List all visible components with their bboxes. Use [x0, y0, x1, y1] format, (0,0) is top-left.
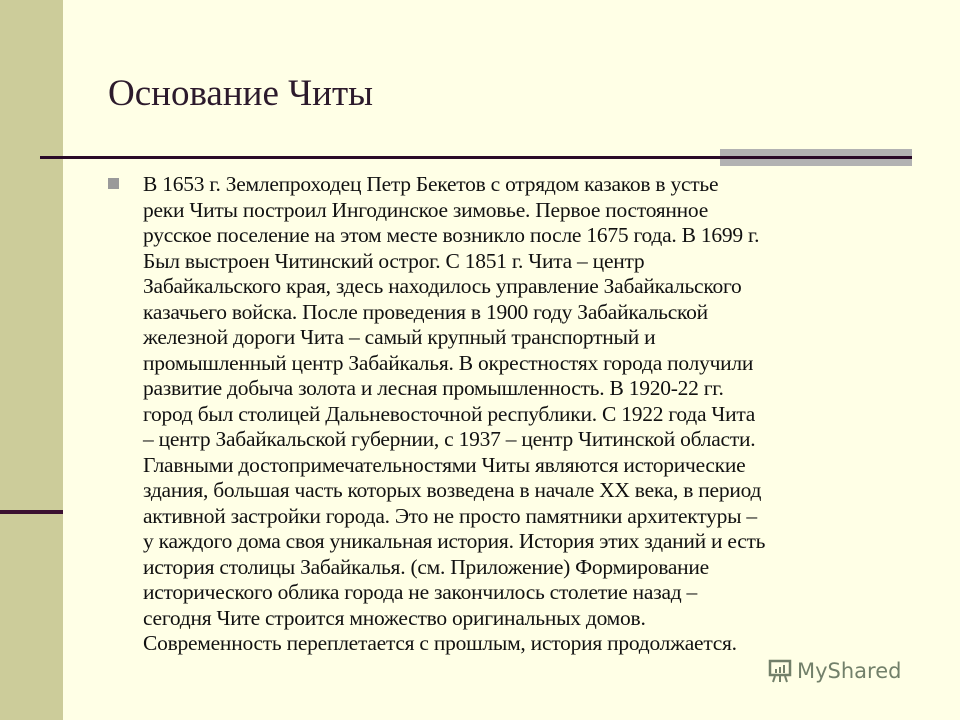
body-line: город был столицей Дальневосточной республики. С 1922 года Чита — [143, 401, 756, 426]
body-line: развитие добыча золота и лесная промышленность. В 1920-22 гг. — [143, 376, 724, 400]
presentation-icon — [767, 658, 793, 684]
body-line: железной дороги Чита – самый крупный транспортный и — [143, 325, 656, 349]
body-line: казачьего войска. После проведения в 1900 году Забайкальской — [143, 299, 708, 324]
body-line: исторического облика города не закончилось столетие назад – — [143, 580, 698, 604]
body-line: история столицы Забайкалья. (см. Приложение) Формирование — [143, 554, 709, 579]
body-line: сегодня Чите строится множество оригинальных домов. — [143, 605, 646, 630]
body-line: у каждого дома своя уникальная история. История этих зданий и есть — [143, 529, 766, 553]
watermark-text: MyShared — [797, 659, 902, 683]
body-line: промышленный центр Забайкалья. В окрестностях города получили — [143, 350, 754, 375]
body-line: – центр Забайкальской губернии, с 1937 – центр Читинской области. — [143, 427, 756, 451]
slide-title: Основание Читы — [108, 73, 373, 114]
body-line: русское поселение на этом месте возникло после 1675 года. В 1699 г. — [143, 223, 760, 247]
body-line: Был выстроен Читинский острог. С 1851 г. Чита – центр — [143, 248, 645, 273]
body-line: активной застройки города. Это не просто памятники архитектуры – — [143, 503, 757, 528]
body-line: реки Читы построил Ингодинское зимовье. Первое постоянное — [143, 197, 708, 222]
bullet-icon — [108, 178, 119, 189]
slide-body — [143, 172, 765, 657]
body-line: Главными достопримечательностями Читы являются исторические — [143, 452, 746, 477]
body-line: Современность переплетается с прошлым, история продолжается. — [143, 631, 737, 655]
title-rule — [40, 156, 912, 159]
body-line: здания, большая часть которых возведена в начале XX века, в период — [143, 478, 762, 502]
body-line: Забайкальского края, здесь находилось управление Забайкальского — [143, 274, 742, 298]
body-line: В 1653 г. Землепроходец Петр Бекетов с отрядом казаков в устье — [143, 172, 719, 196]
watermark-logo — [767, 658, 901, 684]
sidebar-decoration — [0, 0, 63, 720]
sidebar-divider — [0, 510, 63, 514]
